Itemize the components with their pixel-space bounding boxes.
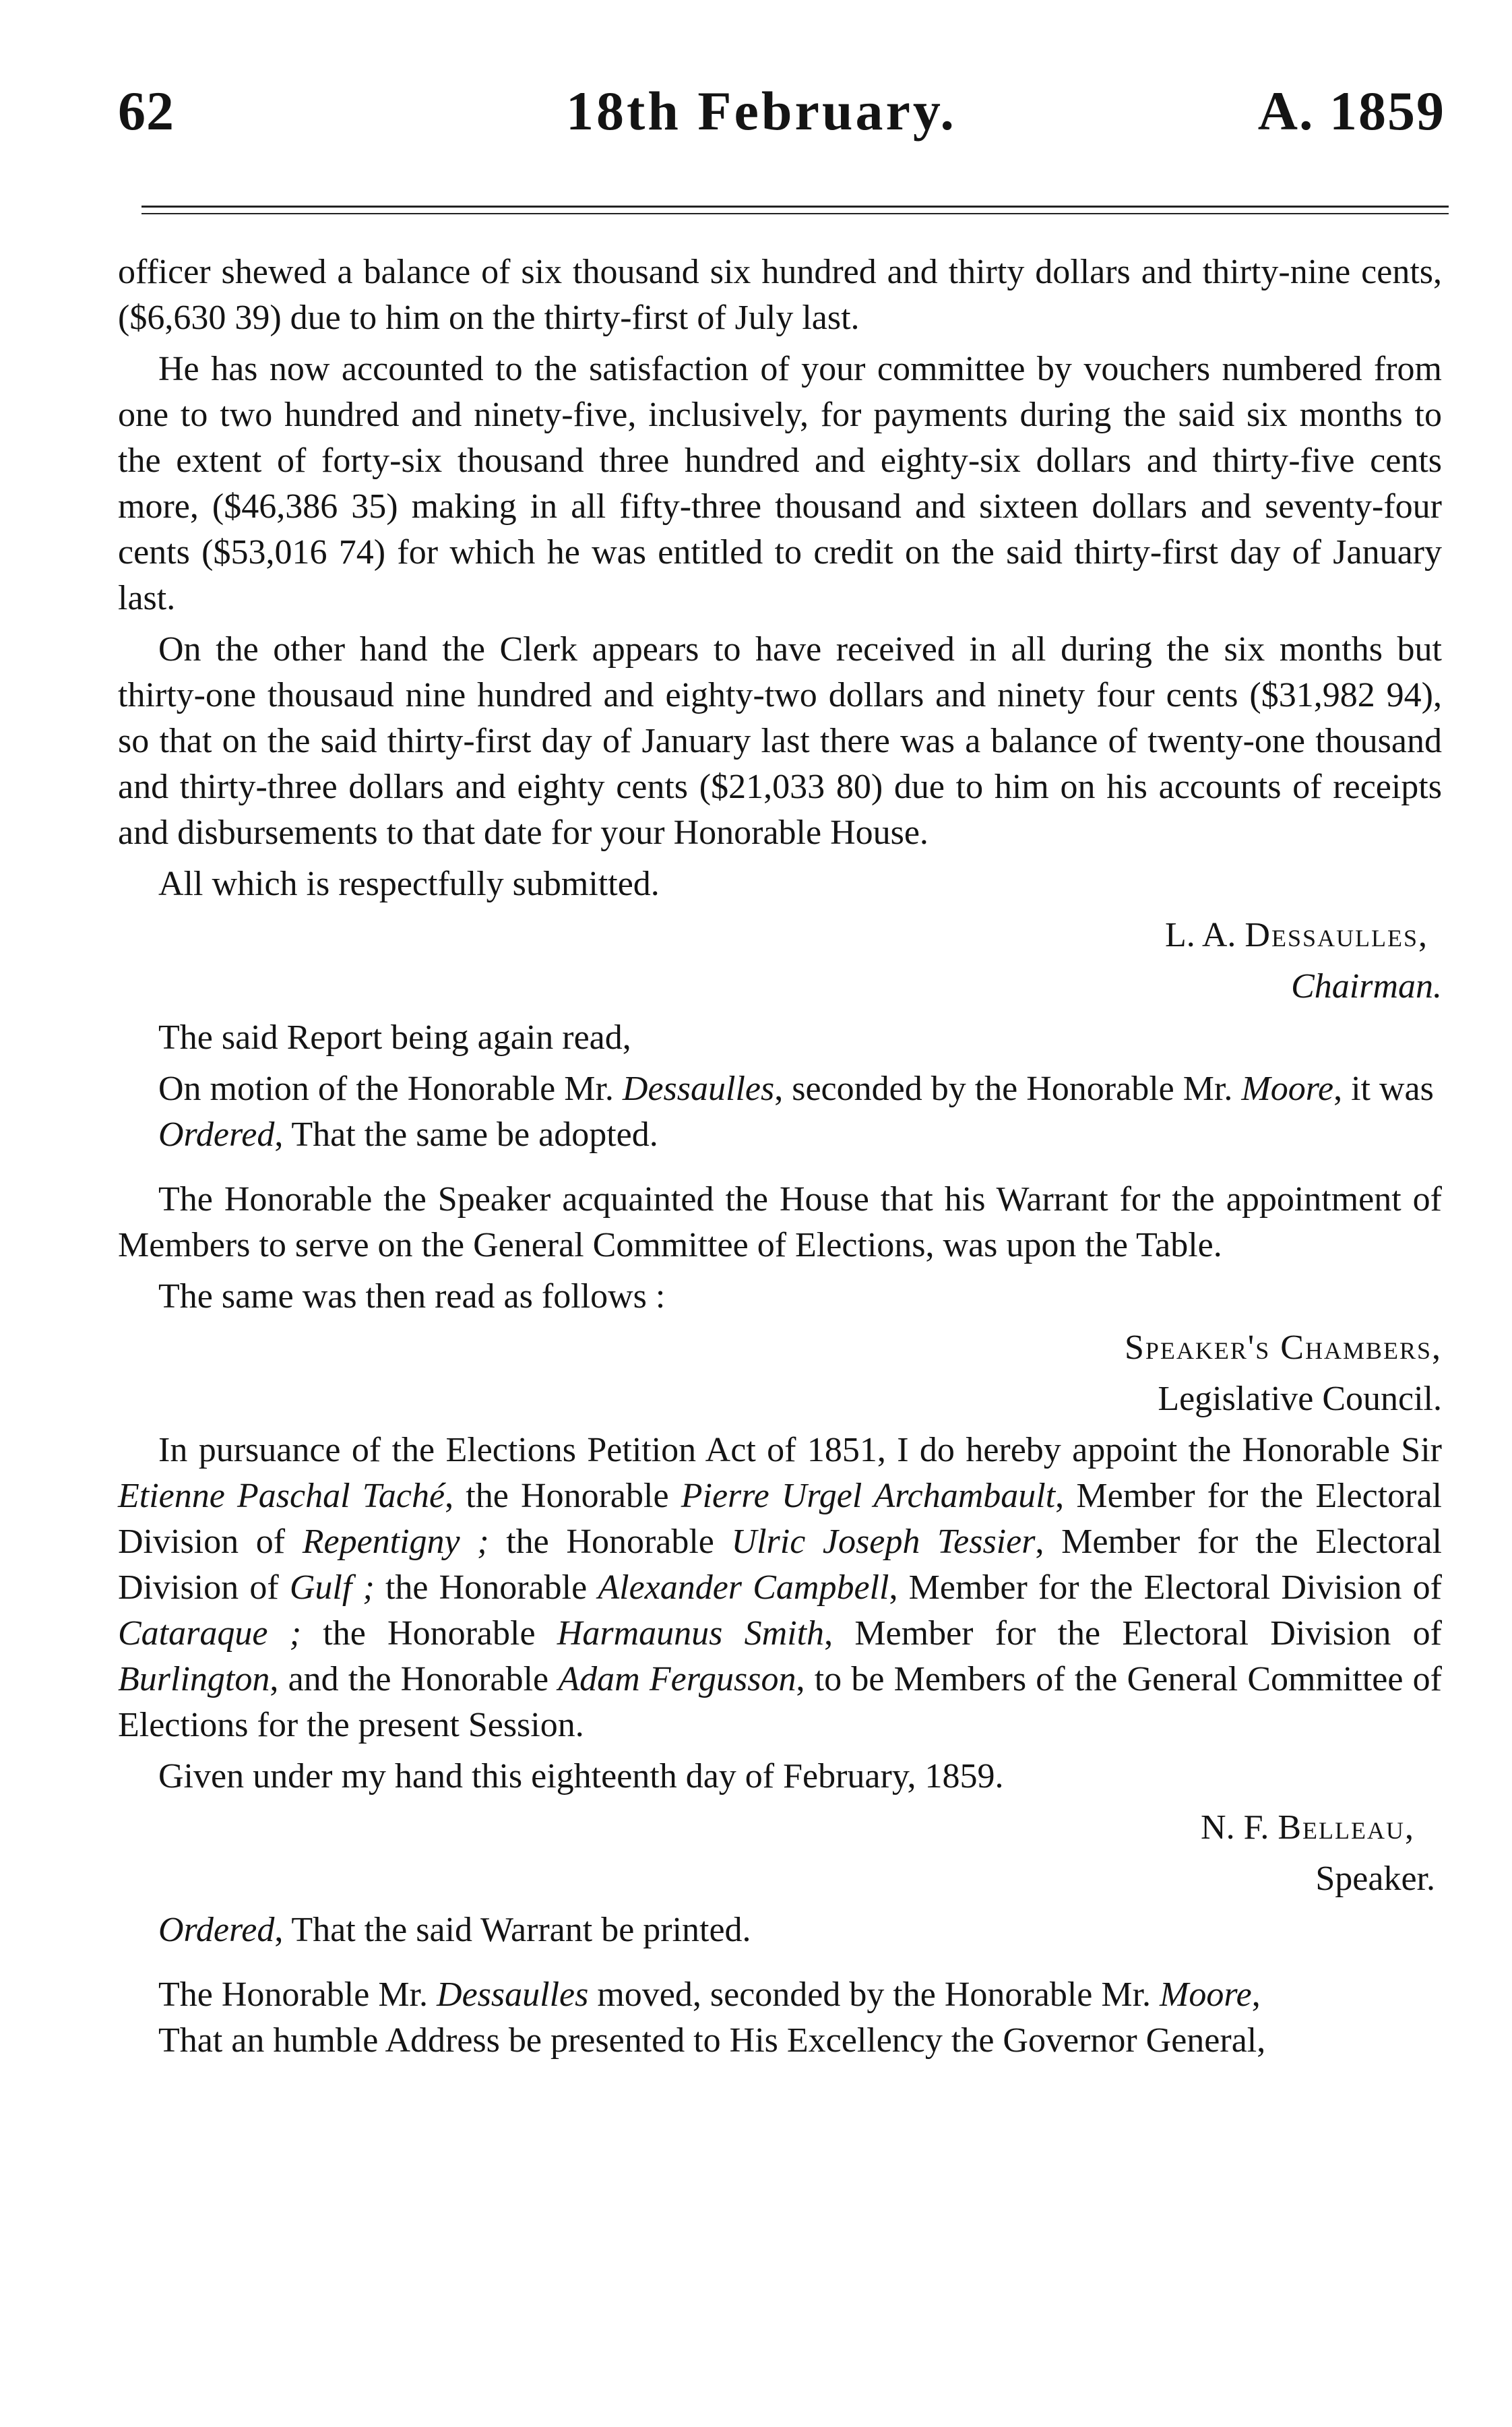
moved-text-c: , [1251,1975,1261,2014]
address-line: That an humble Address be presented to His Excellency the Governor General, [158,2021,1266,2060]
signature-name: Belleau, [1278,1808,1415,1847]
moved-seconder: Moore [1160,1975,1252,2014]
warrant-text: , Member for the Electoral Division of [889,1568,1443,1607]
ordered-adopted-text: , That the same be adopted. [274,1115,658,1154]
warrant-division-name: Cataraque ; [118,1614,302,1653]
warrant-member-name: Pierre Urgel Archambault [681,1477,1056,1515]
page-header [118,80,1445,160]
speaker-title: Speaker. [1315,1860,1435,1898]
motion-text-a: On motion of the Honorable Mr. [158,1070,623,1108]
header-rule-thick [141,206,1449,208]
warrant-division-name: Repentigny ; [302,1523,489,1561]
warrant-text: the Honorable [374,1568,598,1607]
warrant-member-name: Harmaunus Smith [557,1614,825,1653]
warrant-text: , the Honorable [445,1477,681,1515]
warrant-text: In pursuance of the Elections Petition Act of 1851, I do hereby appoint the Honorable Sir [158,1431,1442,1469]
warrant-member-name: Adam Fergusson [558,1660,796,1698]
motion-text-c: , it was [1333,1070,1434,1108]
warrant-text: the Honorable [301,1614,557,1653]
chairman-title [118,964,1442,1010]
warrant-member-name: Ulric Joseph Tessier [731,1523,1036,1561]
moved-mover: Dessaulles [437,1975,589,2014]
warrant-member-name: Etienne Paschal Taché [118,1477,445,1515]
page-body [118,249,1442,2069]
signature-initials: N. F. [1201,1808,1278,1847]
paragraph-balance: officer shewed a balance of six thousand six hundred and thirty dollars and thirty-nine cents, ($6,630 39) due to him on the thirty-first of July last. [118,253,1442,337]
ordered-printed-text: , That the said Warrant be printed. [274,1911,751,1949]
warrant-given-line: Given under my hand this eighteenth day of February, 1859. [158,1757,1004,1795]
warrant-member-name: Alexander Campbell [598,1568,889,1607]
paragraph-vouchers: He has now accounted to the satisfaction of your committee by vouchers numbered from one to two hundred and ninety-five, inclusively, for payments during the said six months to the extent of forty-six thousand three hundred and eighty-six dollars and thirty-five cents more, ($46,386 35) making in all fifty-three thousand and sixteen dollars and seventy-four cents ($53,016 74) for which he was entitled to credit on the said thirty-first day of January last. [118,350,1442,617]
warrant-text: , and the Honorable [270,1660,559,1698]
signature-initials: L. A. [1164,916,1245,954]
chairman-signature [118,913,1442,958]
page-year: A. 1859 [1257,80,1445,142]
signature-name: Dessaulles, [1245,916,1428,954]
ordered-word: Ordered [158,1115,275,1154]
address-motion [118,1972,1442,2018]
paragraph-receipts: On the other hand the Clerk appears to have received in all during the six months but thirty-one thousaud nine hundred and eighty-two dollars and ninety four cents ($31,982 94), so that on the said thirty-first day of January last there was a balance of twenty-one thousand and thirty-three dollars and eighty cents ($21,033 80) due to him on his accounts of receipts and disbursements to that date for your Honorable House. [118,630,1442,852]
warrant-text: , Member for the Electoral Division of [824,1614,1442,1653]
warrant-appointment-paragraph [118,1427,1442,1748]
paragraph-submitted: All which is respectfully submitted. [158,865,660,903]
ordered-adopted [118,1112,1442,1158]
moved-text-a: The Honorable Mr. [158,1975,437,2014]
moved-text-b: moved, seconded by the Honorable Mr. [588,1975,1160,2014]
page-date: 18th February. [566,80,957,142]
warrant-text: the Honorable [489,1523,732,1561]
warrant-heading: Speaker's Chambers, [1124,1328,1442,1367]
read-as-follows: The same was then read as follows : [158,1277,666,1316]
warrant-text: , Member for the Electoral Division of [118,1523,1443,1607]
chairman-title-text: Chairman. [1291,967,1442,1006]
warrant-division-name: Gulf ; [289,1568,375,1607]
page-number: 62 [118,80,175,142]
motion-mover: Dessaulles [622,1070,775,1108]
warrant-text: , Member for the Electoral Division of [118,1477,1443,1561]
motion-paragraph [118,1066,1442,1112]
warrant-text: , to be Members of the General Committee of Elections for the present Session. [118,1660,1442,1744]
ordered-printed [118,1907,1442,1953]
motion-seconder: Moore [1241,1070,1334,1108]
warrant-subheading: Legislative Council. [1158,1380,1442,1418]
speaker-warrant-paragraph: The Honorable the Speaker acquainted the House that his Warrant for the appointment of Members to serve on the General Committee of Elections, was upon the Table. [118,1180,1442,1264]
report-read-line: The said Report being again read, [158,1018,631,1057]
ordered-word: Ordered [158,1911,275,1949]
motion-text-b: , seconded by the Honorable Mr. [774,1070,1242,1108]
warrant-division-name: Burlington [118,1660,270,1698]
speaker-signature [118,1805,1442,1851]
header-rule-thin [141,213,1449,214]
